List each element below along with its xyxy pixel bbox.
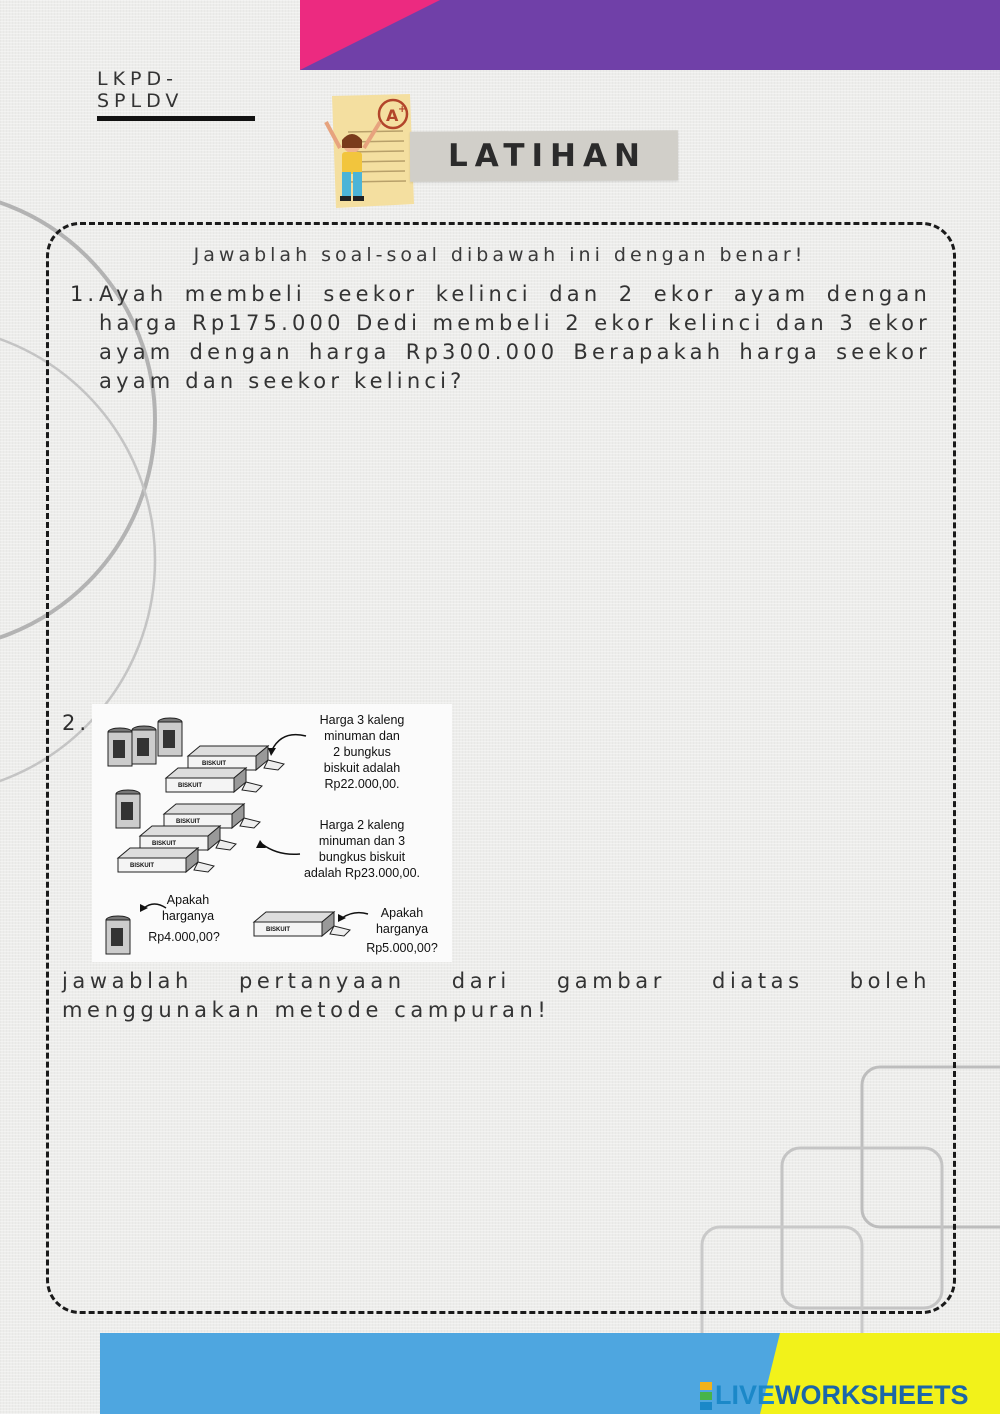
svg-text:A: A — [386, 106, 399, 125]
note-4-line-1: Apakah — [380, 906, 424, 920]
biscuit-label: BISKUIT — [152, 841, 176, 847]
biscuit-label: BISKUIT — [266, 927, 290, 933]
note-1-line-4: biskuit adalah — [323, 761, 401, 775]
biscuit-label: BISKUIT — [176, 819, 200, 825]
biscuit-label: BISKUIT — [130, 863, 154, 869]
note-2-line-1: Harga 2 kaleng — [319, 818, 405, 832]
note-2-line-3: bungkus biskuit — [318, 850, 406, 864]
note-4-line-2: harganya — [375, 922, 429, 936]
note-4-line-3: Rp5.000,00? — [366, 941, 438, 955]
page-title: LATIHAN — [448, 138, 647, 174]
note-1-line-2: minuman dan — [324, 729, 400, 743]
question-1-number: 1. — [70, 282, 99, 306]
svg-text:+: + — [398, 104, 407, 115]
note-1-line-3: 2 bungkus — [333, 745, 391, 759]
liveworksheets-logo — [700, 1380, 969, 1411]
worksheet-code-label: LKPD-SPLDV — [97, 68, 255, 121]
note-2-line-4: adalah Rp23.000,00. — [303, 866, 421, 880]
note-1-line-1: Harga 3 kaleng — [319, 713, 405, 727]
biscuit-label: BISKUIT — [202, 761, 226, 767]
question-2-illustration — [92, 704, 452, 962]
note-3-line-3: Rp4.000,00? — [148, 930, 220, 944]
question-2-number: 2. — [62, 711, 91, 735]
student-illustration — [318, 92, 418, 210]
logo-text-worksheets: WORKSHEETS — [775, 1380, 969, 1410]
top-color-band — [300, 0, 1000, 70]
question-2-text: jawablah pertanyaan dari gambar diatas boleh menggunakan metode campuran! — [62, 969, 931, 1022]
question-1-text: Ayah membeli seekor kelinci dan 2 ekor ayam dengan harga Rp175.000 Dedi membeli 2 ekor kelinci dan 3 ekor ayam dengan harga Rp300.000 Berapakah harga seekor ayam dan seekor kelinci? — [99, 282, 931, 393]
instruction-text: Jawablah soal-soal dibawah ini dengan benar! — [193, 244, 807, 266]
biscuit-label: BISKUIT — [178, 783, 202, 789]
logo-text-live: LIVE — [715, 1380, 776, 1410]
note-3-line-2: harganya — [161, 909, 215, 923]
logo-blocks-icon — [700, 1381, 712, 1411]
note-3-line-1: Apakah — [166, 893, 210, 907]
note-1-line-5: Rp22.000,00. — [324, 777, 400, 791]
note-2-line-2: minuman dan 3 — [318, 834, 406, 848]
